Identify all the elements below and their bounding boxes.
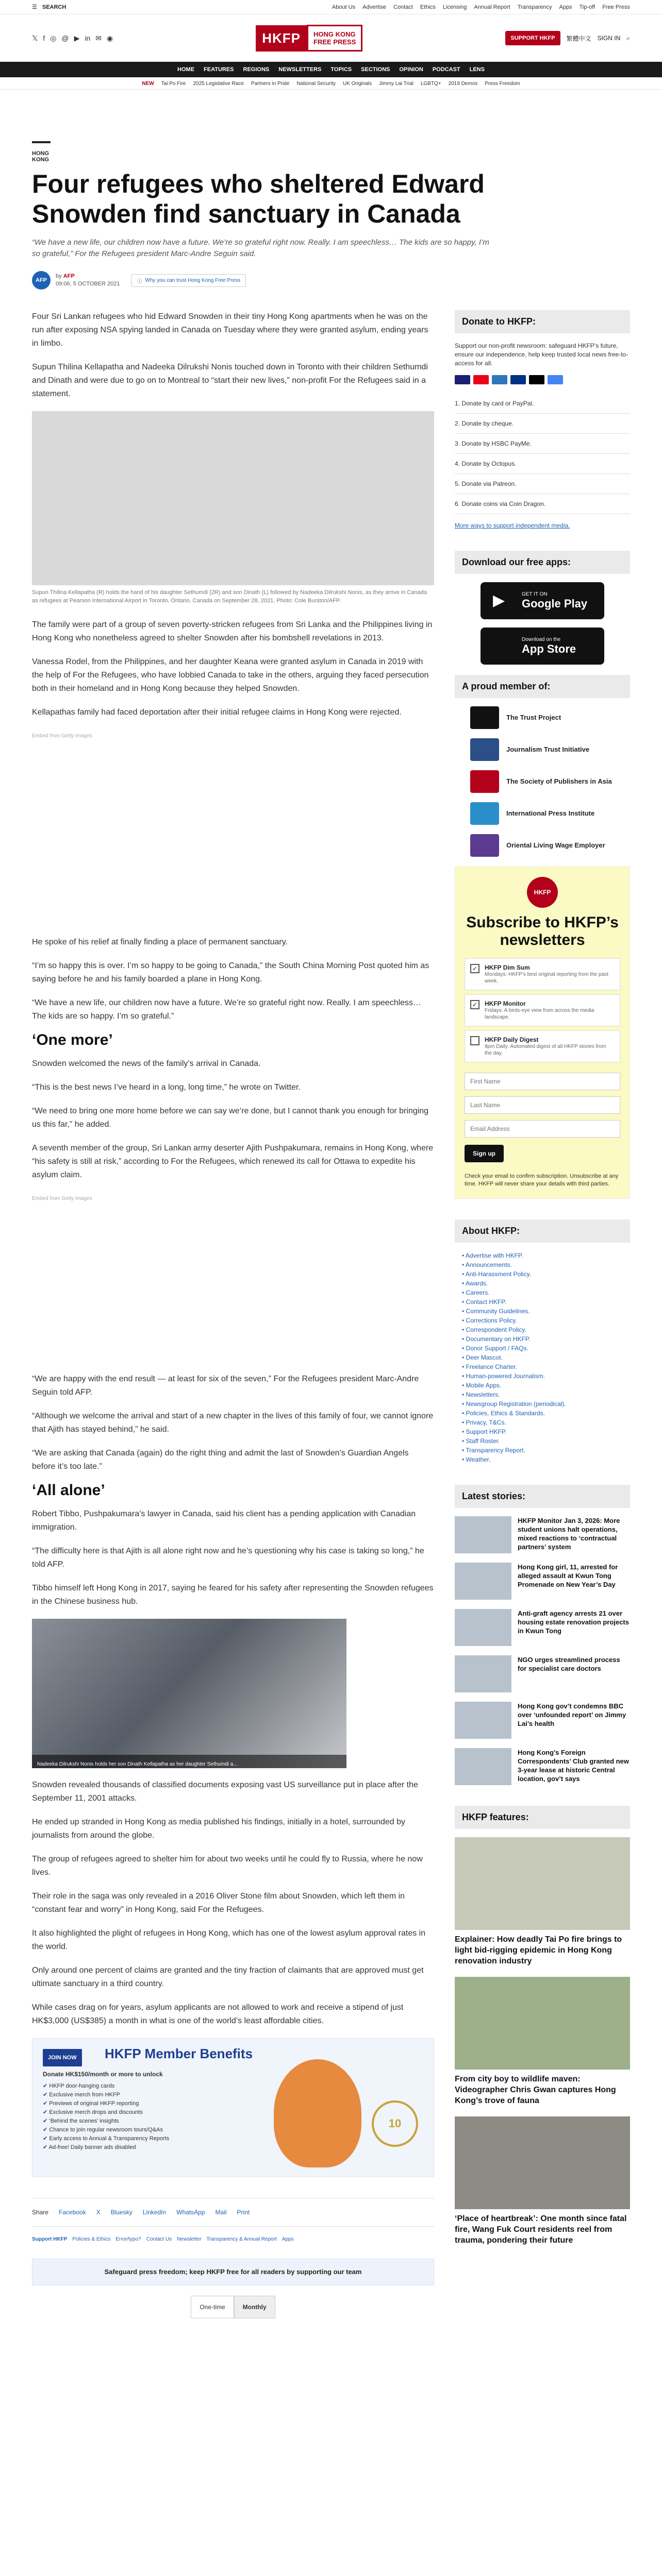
logo-mark: HKFP [256, 25, 307, 52]
donate-text: Support our non-profit newsroom: safeguard HKFP’s future, ensure our independence, help keep trusted local news free-to-access for all. [455, 342, 628, 367]
about-link[interactable]: • Mobile Apps. [462, 1381, 630, 1390]
donate-options [455, 394, 630, 514]
ipi-logo [470, 802, 499, 825]
donate-option[interactable]: 5. Donate via Patreon. [455, 474, 630, 494]
trending-link[interactable]: Jimmy Lai Trial [379, 80, 413, 87]
search-link[interactable]: SEARCH [42, 4, 67, 10]
utility-link[interactable]: Contact [393, 4, 413, 10]
widget-title: A proud member of: [455, 675, 630, 698]
member-name: International Press Institute [506, 809, 595, 817]
about-link[interactable]: • Newsletters. [462, 1390, 630, 1399]
paragraph: He spoke of his relief at finally finding a place of permanent sanctuary. [32, 938, 288, 946]
utility-link[interactable]: Advertise [362, 4, 386, 10]
option-title: HKFP Daily Digest [485, 1036, 539, 1043]
nav-item-regions[interactable]: REGIONS [243, 66, 270, 73]
paragraph: Snowden revealed thousands of classified documents exposing vast US surveillance put in place after the September 11, 2001 attacks. [32, 1781, 418, 1803]
article-body [32, 310, 434, 2318]
about-link[interactable]: • Support HKFP. [462, 1427, 630, 1436]
rss-icon[interactable]: ◉ [107, 33, 113, 42]
member-name: The Society of Publishers in Asia [506, 777, 612, 785]
newsletter-widget [455, 866, 630, 1199]
embed-space [32, 843, 434, 936]
facebook-icon[interactable]: f [43, 33, 45, 42]
subheading: ‘One more’ [32, 1031, 113, 1048]
features-widget [455, 1806, 630, 2246]
support-link[interactable]: Support HKFP [32, 2236, 68, 2242]
paragraph: “Although we welcome the arrival and start of a new chapter in the lives of this family of four, we cannot ignore that Ajith has stayed behind,” he said. [32, 1412, 434, 1434]
feature-image[interactable] [455, 2116, 630, 2209]
about-link[interactable]: • Documentary on HKFP. [462, 1334, 630, 1344]
share-whatsapp[interactable]: WhatsApp [176, 2209, 205, 2216]
widget-title: HKFP features: [455, 1806, 630, 1829]
story-thumbnail [455, 1748, 511, 1785]
trust-project-logo [470, 706, 499, 729]
widget-title: About HKFP: [455, 1219, 630, 1243]
article-kicker[interactable]: HONG KONG [32, 141, 51, 163]
paragraph: Snowden welcomed the news of the family’s arrival in Canada. [32, 1059, 261, 1068]
utility-link[interactable]: Apps [559, 4, 572, 10]
join-now-button[interactable]: JOIN NOW [43, 2049, 82, 2066]
member-logo[interactable] [470, 738, 630, 761]
support-hkfp-button[interactable]: SUPPORT HKFP [505, 31, 560, 45]
story-thumbnail [455, 1516, 511, 1553]
app-store-badge[interactable] [481, 628, 604, 665]
member-name: Journalism Trust Initiative [506, 745, 590, 753]
paragraph: It also highlighted the plight of refugees in Hong Kong, which has one of the lowest asylum approval rates in the world. [32, 1929, 426, 1951]
site-logo[interactable] [256, 25, 362, 52]
youtube-icon[interactable]: ▶ [74, 33, 80, 42]
about-link[interactable]: • Privacy, T&Cs. [462, 1418, 630, 1427]
search-icon[interactable]: ☰ [32, 4, 37, 10]
byline [32, 271, 630, 290]
paragraph: Tibbo himself left Hong Kong in 2017, saying he feared for his safety after representing the Snowden refugees in the Chinese business hub. [32, 1584, 434, 1606]
story-thumbnail [455, 1563, 511, 1600]
paragraph: “This is the best news I’ve heard in a long, long time,” he wrote on Twitter. [32, 1083, 301, 1092]
article-photo [32, 411, 434, 585]
badge-big: Google Play [522, 597, 588, 610]
story-thumbnail [455, 1655, 511, 1692]
about-link[interactable]: • Weather. [462, 1455, 630, 1464]
trending-link[interactable]: Partners in Pride [251, 80, 290, 87]
paragraph: Only around one percent of claims are granted and the tiny fraction of claimants that are approved must get ultimate sanctuary in a third country. [32, 1966, 424, 1988]
getty-embed: Embed from Getty Images [32, 1196, 92, 1201]
about-link[interactable]: • Contact HKFP. [462, 1297, 630, 1307]
trending-link[interactable]: UK Originals [342, 80, 372, 87]
widget-title: Download our free apps: [455, 551, 630, 574]
signin-link[interactable]: SIGN IN [597, 35, 621, 42]
paragraph: “We have a new life, our children now have a future. We’re so grateful right now. Really. I am speechless… The kids are so happy. I’m so grateful.” [32, 998, 422, 1021]
photo-caption: Nadeeka Dilrukshi Nonis holds her son Dinath Kellapatha as her daughter Sethumdi a... [32, 1755, 346, 1768]
newsletter-option[interactable] [465, 1030, 620, 1062]
email-input[interactable] [465, 1120, 620, 1138]
utility-link[interactable]: About Us [332, 4, 356, 10]
story-title: HKFP Monitor Jan 3, 2026: More student unions halt operations, mixed reactions to ‘contractual partners’ system [518, 1517, 620, 1551]
support-link[interactable]: Error/typo? [115, 2236, 141, 2242]
paragraph: Kellapathas family had faced deportation after their initial refugee claims in Hong Kong were rejected. [32, 708, 402, 717]
about-link[interactable]: • Awards. [462, 1279, 630, 1288]
benefit-item: ✔ Exclusive merch drops and discounts [43, 2108, 169, 2117]
living-wage-logo [470, 834, 499, 857]
option-desc: 8pm Daily: Automated digest of all HKFP stories from the day. [485, 1044, 606, 1056]
first-name-input[interactable] [465, 1073, 620, 1090]
trust-label: Why you can trust Hong Kong Free Press [145, 277, 241, 283]
donate-option[interactable]: 4. Donate by Octopus. [455, 454, 630, 474]
social-icons [32, 34, 113, 43]
last-name-input[interactable] [465, 1096, 620, 1114]
logo-text [307, 25, 362, 52]
about-link[interactable]: • Transparency Report. [462, 1446, 630, 1455]
paragraph: Their role in the saga was only revealed in a 2016 Oliver Stone film about Snowden, which left them in “constant fear and worry” in Hong Kong, said For the Refugees. [32, 1892, 405, 1914]
paragraph: He ended up stranded in Hong Kong as media published his findings, initially in a hotel, surrounded by journalists from around the globe. [32, 1818, 406, 1840]
nav-item-sections[interactable]: SECTIONS [361, 66, 390, 73]
instagram-icon[interactable]: ◎ [50, 33, 57, 42]
badge-small: Download on the [522, 636, 561, 642]
share-label: Share [32, 2209, 49, 2216]
story-title: NGO urges streamlined process for specialist care doctors [518, 1656, 620, 1672]
safeguard-banner[interactable]: Safeguard press freedom; keep HKFP free for all readers by supporting our team [32, 2259, 434, 2285]
language-link[interactable]: 繁體中文 [566, 35, 591, 42]
info-icon: ⓘ [137, 278, 142, 284]
about-link[interactable]: • Announcements. [462, 1260, 630, 1269]
top-bar [0, 0, 662, 14]
author-name[interactable]: AFP [63, 273, 75, 279]
support-links [32, 2226, 434, 2252]
story-thumbnail [455, 1702, 511, 1739]
story-thumbnail [455, 1609, 511, 1646]
deer-mascot-illustration [274, 2059, 361, 2167]
article-title: Four refugees who sheltered Edward Snowden find sanctuary in Canada [32, 170, 485, 228]
x-icon[interactable]: 𝕏 [32, 33, 38, 42]
share-bar [32, 2198, 434, 2226]
feature-image[interactable] [455, 1977, 630, 2070]
feature-title[interactable]: From city boy to wildlife maven: Videographer Chris Gwan captures Hong Kong’s trove of fauna [455, 2075, 616, 2105]
monthly-option[interactable]: Monthly [234, 2296, 275, 2318]
more-ways-link[interactable]: More ways to support independent media. [455, 522, 570, 529]
nav-item-opinion[interactable]: OPINION [399, 66, 423, 73]
about-link[interactable]: • Donor Support / FAQs. [462, 1344, 630, 1353]
byline-by: by [56, 273, 62, 279]
story-title: Anti-graft agency arrests 21 over housing estate renovation projects in Kwun Tong [518, 1609, 629, 1635]
checkbox[interactable]: ✓ [470, 1000, 479, 1009]
apps-widget [455, 551, 630, 665]
sidebar [455, 310, 630, 2318]
about-link[interactable]: • Newsgroup Registration (periodical). [462, 1399, 630, 1409]
paragraph: While cases drag on for years, asylum applicants are not allowed to work and receive a stipend of just HK$3,000 (US$385) a month in what is one of the world’s least affordable cities. [32, 2003, 404, 2025]
latest-story[interactable] [455, 1748, 630, 1785]
share-print[interactable]: Print [237, 2209, 250, 2216]
story-title: Hong Kong’s Foreign Correspondents’ Club granted new 3-year lease at historic Central location, gov’t says [518, 1749, 629, 1783]
about-link[interactable]: • Corrections Policy. [462, 1316, 630, 1325]
feature-image[interactable] [455, 1837, 630, 1930]
donate-option[interactable]: 3. Donate by HSBC PayMe. [455, 434, 630, 454]
author-avatar: AFP [32, 271, 51, 290]
nav-item-newsletters[interactable]: NEWSLETTERS [278, 66, 322, 73]
benefits-list [43, 2082, 169, 2152]
linkedin-icon[interactable]: in [85, 33, 91, 42]
signup-button[interactable]: Sign up [465, 1145, 504, 1162]
option-desc: Fridays: A birds-eye view from across the media landscape. [485, 1008, 594, 1020]
paragraph: The group of refugees agreed to shelter him for about two weeks until he could fly to Russia, where he now lives. [32, 1855, 423, 1877]
trending-link[interactable]: National Security [296, 80, 336, 87]
share-x[interactable]: X [96, 2209, 101, 2216]
article [32, 90, 630, 2318]
latest-story[interactable] [455, 1563, 630, 1600]
trending-link[interactable]: Tai Po Fire [161, 80, 186, 87]
paragraph: “The difficulty here is that Ajith is all alone right now and he’s questioning why his case is taking so long,” he told AFP. [32, 1547, 424, 1569]
paragraph: “We are happy with the end result — at least for six of the seven,” For the Refugees president Marc-Andre Seguin told AFP. [32, 1375, 419, 1397]
member-benefits-banner[interactable] [32, 2038, 434, 2177]
benefit-item: ✔ Chance to join regular newsroom tours/Q&As [43, 2126, 169, 2134]
article-standfirst: “We have a new life, our children now have a future. We’re so grateful right now. Really. I am speechless… The kids are so happy, I’m so grateful,” For the Refugees president Marc-Andre Seguin said. [32, 238, 489, 258]
widget-title: Donate to HKFP: [455, 310, 630, 333]
paragraph: Robert Tibbo, Pushpakumara’s lawyer in Canada, said his client has a pending application with Canadian immigration. [32, 1510, 416, 1532]
trending-link[interactable]: Press Freedom [485, 80, 520, 87]
about-link[interactable]: • Policies, Ethics & Standards. [462, 1409, 630, 1418]
support-link[interactable]: Apps [282, 2236, 294, 2242]
paragraph: “We need to bring one more home before we can say we’re done, but I cannot thank you enough for bringing us this far,” he added. [32, 1107, 429, 1129]
donate-widget [455, 310, 630, 530]
nav-item-topics[interactable]: TOPICS [330, 66, 352, 73]
anniversary-badge: 10 [372, 2100, 418, 2147]
donate-option[interactable]: 1. Donate by card or PayPal. [455, 394, 630, 414]
utility-link[interactable]: Tip-off [579, 4, 595, 10]
utility-link[interactable]: Free Press [602, 4, 630, 10]
story-title: Hong Kong girl, 11, arrested for alleged assault at Kwun Tong Promenade on New Year’s Day [518, 1563, 618, 1588]
trending-nav [0, 77, 662, 90]
benefit-item: ✔ ‘Behind the scenes’ insights [43, 2117, 169, 2126]
about-link[interactable]: • Careers. [462, 1288, 630, 1297]
about-link[interactable]: • Freelance Charter. [462, 1362, 630, 1371]
about-link[interactable]: • Advertise with HKFP. [462, 1251, 630, 1260]
trending-link[interactable]: LGBTQ+ [420, 80, 441, 87]
support-link[interactable]: Policies & Ethics [72, 2236, 111, 2242]
nav-item-lens[interactable]: LENS [469, 66, 485, 73]
paypal-icon [510, 375, 526, 384]
utility-link[interactable]: Ethics [420, 4, 436, 10]
option-title: HKFP Dim Sum [485, 964, 530, 971]
promo-title: HKFP Member Benefits [105, 2046, 253, 2061]
utility-link[interactable]: Licensing [442, 4, 467, 10]
utility-links [332, 4, 630, 10]
support-link[interactable]: Transparency & Annual Report [206, 2236, 277, 2242]
sopa-logo [470, 770, 499, 793]
latest-widget [455, 1485, 630, 1785]
payment-icons [455, 375, 630, 384]
amex-icon [492, 375, 507, 384]
benefit-item: ✔ HKFP door-hanging cards [43, 2082, 169, 2091]
about-link[interactable]: • Deer Mascot. [462, 1353, 630, 1362]
subheading: ‘All alone’ [32, 1482, 105, 1499]
feature-title[interactable]: Explainer: How deadly Tai Po fire brings to light bid-rigging epidemic in Hong Kong renovation industry [455, 1935, 622, 1965]
option-title: HKFP Monitor [485, 1000, 526, 1007]
donate-option[interactable]: 6. Donate coins via Coin Dragon. [455, 494, 630, 514]
paragraph: “I’m so happy this is over. I’m so happy to be going to Canada,” the South China Morning Post quoted him as saying before he and his family boarded a plane in Hong Kong. [32, 961, 429, 984]
share-linkedin[interactable]: LinkedIn [142, 2209, 167, 2216]
trending-link[interactable]: 2019 Demos [448, 80, 478, 87]
paragraph: “We are asking that Canada (again) do the right thing and admit the last of Snowden’s Guardian Angels before it’s too late.” [32, 1449, 409, 1471]
one-time-option[interactable]: One-time [191, 2296, 234, 2318]
support-link[interactable]: Contact Us [146, 2236, 172, 2242]
utility-link[interactable]: Annual Report [474, 4, 510, 10]
benefit-item: ✔ Exclusive merch from HKFP [43, 2091, 169, 2099]
paragraph: Supun Thilina Kellapatha and Nadeeka Dilrukshi Nonis touched down in Toronto with their children Sethumdi and Dinath and were due to go on to Montreal to “start their new lives,” non-profit For the Refugees said in a statement. [32, 363, 428, 398]
widget-title: Latest stories: [455, 1485, 630, 1508]
share-facebook[interactable]: Facebook [59, 2209, 86, 2216]
publish-date: 09:06, 5 OCTOBER 2021 [56, 281, 120, 287]
threads-icon[interactable]: @ [61, 33, 69, 42]
jti-logo [470, 738, 499, 761]
utility-link[interactable]: Transparency [517, 4, 552, 10]
paragraph: Vanessa Rodel, from the Philippines, and her daughter Keana were granted asylum in Canada in 2019 with the help of For the Refugees, who have lobbied Canada to take in the others, arguing they faced persecution both in their homeland and in Hong Kong because they helped Snowden. [32, 657, 429, 693]
main-nav [0, 62, 662, 77]
googlepay-icon [548, 375, 563, 384]
latest-story[interactable] [455, 1655, 630, 1692]
story-title: Hong Kong gov’t condemns BBC over ‘unfounded report’ on Jimmy Lai’s health [518, 1702, 626, 1727]
share-mail[interactable]: Mail [215, 2209, 227, 2216]
photo-caption: Supun Thilina Kellapatha (R) holds the hand of his daughter Sethumdi (2R) and son Dinath (L) followed by Nadeeka Dilrukshi Nonis, as they arrive in Canada as refugees at Pearson International Airport in Toronto, Ontario, Canada on September 28, 2021. Photo: Cole Burston/AFP. [32, 589, 427, 604]
about-link[interactable]: • Human-powered Journalism. [462, 1371, 630, 1381]
feature-title[interactable]: ‘Place of heartbreak’: One month since fatal fire, Wang Fuk Court residents reel from trauma, pondering their future [455, 2214, 627, 2245]
latest-story[interactable] [455, 1516, 630, 1553]
about-link[interactable]: • Staff Roster. [462, 1436, 630, 1446]
donate-option[interactable]: 2. Donate by cheque. [455, 414, 630, 434]
embed-space [32, 1306, 434, 1372]
member-name: Oriental Living Wage Employer [506, 841, 605, 849]
article-photo [32, 1619, 346, 1768]
nav-item-podcast[interactable]: PODCAST [432, 66, 460, 73]
donation-frequency-toggle [32, 2296, 434, 2318]
member-logo[interactable] [470, 802, 630, 825]
google-play-icon: ▶ [493, 592, 505, 609]
badge-big: App Store [522, 642, 576, 655]
support-link[interactable]: Newsletter [177, 2236, 202, 2242]
member-logo[interactable] [470, 706, 630, 729]
benefit-item: ✔ Previews of original HKFP reporting [43, 2099, 169, 2108]
search-icon[interactable]: ⌕ [626, 34, 630, 42]
newsletter-option[interactable] [465, 994, 620, 1026]
about-link[interactable]: • Community Guidelines. [462, 1307, 630, 1316]
member-logo[interactable] [470, 834, 630, 857]
trust-link[interactable] [131, 274, 246, 287]
getty-embed: Embed from Getty Images [32, 733, 92, 739]
share-bluesky[interactable]: Bluesky [110, 2209, 133, 2216]
new-badge: NEW [142, 80, 154, 87]
logo-line-2: FREE PRESS [313, 38, 356, 46]
about-link[interactable]: • Anti-Harassment Policy. [462, 1269, 630, 1279]
about-widget [455, 1219, 630, 1464]
newsletter-note: Check your email to confirm subscription. Unsubscribe at any time. HKFP will never share your details with third parties. [465, 1173, 619, 1187]
option-desc: Mondays: HKFP’s best original reporting from the past week. [485, 972, 608, 984]
latest-story[interactable] [455, 1609, 630, 1646]
paragraph: A seventh member of the group, Sri Lankan army deserter Ajith Pushpakumara, remains in Hong Kong, where “his safety is still at risk,” according to For the Refugees, which renewed its call for Ottawa to expedite his asylum claim. [32, 1144, 434, 1179]
paragraph: Four Sri Lankan refugees who hid Edward Snowden in their tiny Hong Kong apartments when he was on the run after exposing NSA spying landed in Canada on Tuesday where they were granted asylum, ending years in limbo. [32, 312, 428, 348]
nav-item-home[interactable]: HOME [177, 66, 195, 73]
about-list [455, 1251, 630, 1464]
paragraph: The family were part of a group of seven poverty-stricken refugees from Sri Lanka and the Philippines living in Hong Kong who nonetheless agreed to shelter Snowden after his bombshell revelations in 2013. [32, 620, 433, 642]
members-widget [455, 675, 630, 857]
mastercard-icon [473, 375, 489, 384]
site-header [0, 14, 662, 62]
promo-subtitle: Donate HK$150/month or more to unlock [43, 2071, 163, 2078]
nav-item-features[interactable]: FEATURES [204, 66, 234, 73]
visa-icon [455, 375, 470, 384]
trending-link[interactable]: 2025 Legislative Race [193, 80, 244, 87]
member-name: The Trust Project [506, 714, 561, 721]
about-link[interactable]: • Correspondent Policy. [462, 1325, 630, 1334]
newsletter-logo: HKFP [527, 877, 558, 908]
checkbox[interactable]: ✓ [470, 964, 479, 973]
applepay-icon [529, 375, 544, 384]
checkbox[interactable] [470, 1036, 479, 1045]
member-logo[interactable] [470, 770, 630, 793]
latest-story[interactable] [455, 1702, 630, 1739]
newsletter-title: Subscribe to HKFP’s newsletters [466, 914, 619, 948]
benefit-item: ✔ Early access to Annual & Transparency Reports [43, 2134, 169, 2143]
logo-line-1: HONG KONG [313, 30, 356, 38]
email-icon[interactable]: ✉ [95, 33, 102, 42]
google-play-badge[interactable] [481, 582, 604, 619]
badge-small: GET IT ON [522, 591, 548, 597]
newsletter-option[interactable] [465, 958, 620, 990]
benefit-item: ✔ Ad-free! Daily banner ads disabled [43, 2143, 169, 2152]
